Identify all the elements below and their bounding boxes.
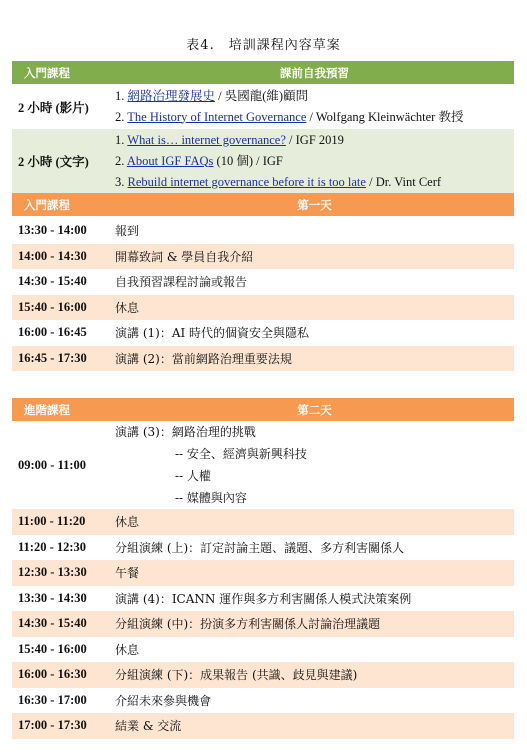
activity-cell: 分組演練 (下)：成果報告 (共識、歧見與建議) (109, 662, 514, 688)
time-cell: 12:30 - 13:30 (12, 560, 109, 586)
header-day: 第二天 (109, 398, 514, 421)
list-item: 1. 網路治理發展史 / 吳國龍(維)顧問 (115, 88, 309, 103)
header-day: 第一天 (109, 193, 514, 216)
activity-cell: 午餐 (109, 560, 514, 586)
time-cell: 14:00 - 14:30 (12, 244, 109, 270)
text-list (109, 129, 514, 193)
table-row (12, 637, 514, 663)
time-cell: 11:20 - 12:30 (12, 535, 109, 561)
time-cell: 13:30 - 14:30 (12, 586, 109, 612)
table-title: 表4. 培訓課程內容草案 (186, 38, 341, 53)
table-row (12, 509, 514, 535)
time-cell: 13:30 - 14:00 (12, 218, 109, 244)
lecture-cell (109, 421, 514, 509)
link-what-is-ig[interactable]: What is… internet governance? (127, 132, 286, 147)
table-row (12, 535, 514, 561)
activity-cell: 休息 (109, 637, 514, 663)
time-cell: 14:30 - 15:40 (12, 611, 109, 637)
link-igf-faqs[interactable]: About IGF FAQs (126, 153, 214, 168)
list-item: 2. About IGF FAQs (10 個) / IGF (115, 153, 283, 168)
activity-cell: 演講 (2)：當前網路治理重要法規 (109, 346, 514, 372)
list-item: 1. What is… internet governance? / IGF 2019 (115, 132, 344, 147)
time-cell: 15:40 - 16:00 (12, 295, 109, 321)
activity-cell: 介紹未來參與機會 (109, 688, 514, 714)
time-cell: 14:30 - 15:40 (12, 269, 109, 295)
prestudy-table (12, 61, 514, 216)
activity-cell: 休息 (109, 295, 514, 321)
time-cell: 2 小時 (文字) (12, 129, 109, 193)
activity-cell: 休息 (109, 509, 514, 535)
header-course-level: 進階課程 (12, 398, 109, 421)
table-row (12, 346, 514, 372)
table-row (12, 560, 514, 586)
time-cell: 17:00 - 17:30 (12, 713, 109, 739)
day2-table (12, 398, 514, 739)
table-row (12, 129, 514, 193)
activity-cell: 開幕致詞 & 學員自我介紹 (109, 244, 514, 270)
list-item: -- 安全、經濟與新興科技 (175, 447, 307, 461)
time-cell: 16:00 - 16:45 (12, 320, 109, 346)
link-ig-history-zh[interactable]: 網路治理發展史 (127, 88, 216, 103)
activity-cell: 演講 (4)：ICANN 運作與多方利害關係人模式決策案例 (109, 586, 514, 612)
activity-cell: 分組演練 (上)：訂定討論主題、議題、多方利害關係人 (109, 535, 514, 561)
activity-cell: 結業 & 交流 (109, 713, 514, 739)
day1-table (12, 218, 514, 371)
table-row (12, 295, 514, 321)
list-item: -- 媒體與內容 (175, 491, 247, 505)
time-cell: 16:30 - 17:00 (12, 688, 109, 714)
activity-cell: 自我預習課程討論或報告 (109, 269, 514, 295)
table-row (12, 320, 514, 346)
table-row (12, 421, 514, 509)
time-cell: 09:00 - 11:00 (12, 421, 109, 509)
table-row (12, 688, 514, 714)
link-ig-history-en[interactable]: The History of Internet Governance (127, 109, 307, 124)
header-course-level: 入門課程 (12, 193, 109, 216)
video-list (109, 84, 514, 129)
table-row (12, 713, 514, 739)
table-row (12, 269, 514, 295)
list-item: 2. The History of Internet Governance / Wolfgang Kleinwächter 教授 (115, 109, 464, 124)
table-row (12, 611, 514, 637)
activity-cell: 報到 (109, 218, 514, 244)
lecture-title: 演講 (3)：網路治理的挑戰 (115, 425, 256, 439)
day1-header (12, 193, 514, 216)
activity-cell: 分組演練 (中)：扮演多方利害關係人討論治理議題 (109, 611, 514, 637)
table-row (12, 84, 514, 129)
table-row (12, 662, 514, 688)
table-row (12, 586, 514, 612)
time-cell: 11:00 - 11:20 (12, 509, 109, 535)
time-cell: 15:40 - 16:00 (12, 637, 109, 663)
time-cell: 2 小時 (影片) (12, 84, 109, 129)
table-row (12, 244, 514, 270)
header-session: 課前自我預習 (109, 61, 514, 84)
link-rebuild-ig[interactable]: Rebuild internet governance before it is too late (127, 174, 366, 189)
time-cell: 16:00 - 16:30 (12, 662, 109, 688)
header-course-level: 入門課程 (12, 61, 109, 84)
list-item: 3. Rebuild internet governance before it is too late / Dr. Vint Cerf (115, 174, 442, 189)
prestudy-header (12, 61, 514, 84)
time-cell: 16:45 - 17:30 (12, 346, 109, 372)
table-row (12, 218, 514, 244)
day2-header (12, 398, 514, 421)
activity-cell: 演講 (1)：AI 時代的個資安全與隱私 (109, 320, 514, 346)
list-item: -- 人權 (175, 469, 211, 483)
